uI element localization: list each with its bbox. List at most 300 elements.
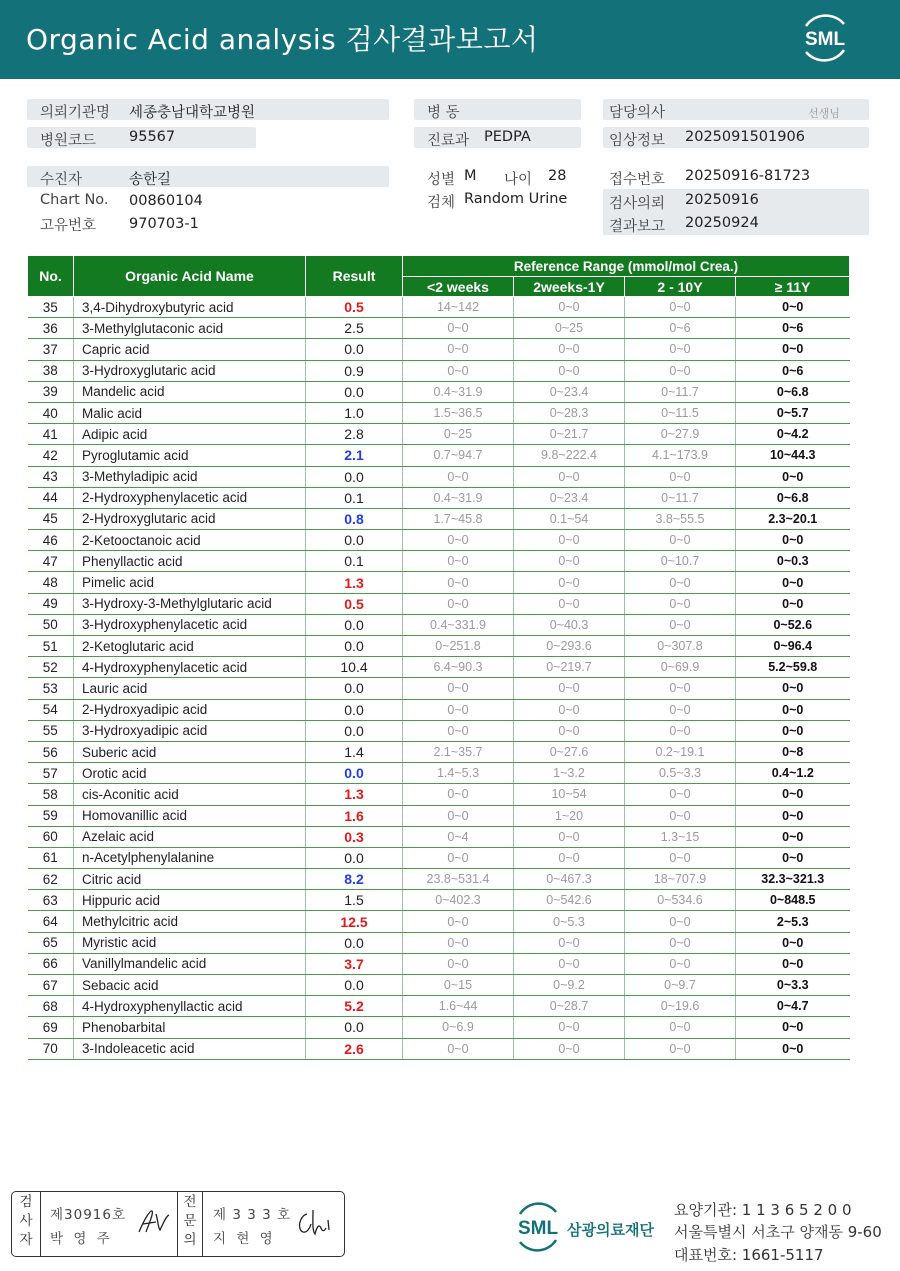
ref-2weeks-1y: 0~0 <box>514 678 625 699</box>
acid-name: Sebacic acid <box>74 975 306 996</box>
acid-name: Suberic acid <box>74 741 306 762</box>
row-number: 61 <box>28 847 74 868</box>
ref-11y-plus: 0~0 <box>736 720 850 741</box>
ref-under-2-weeks: 0~0 <box>403 1038 514 1059</box>
col-header-ref-range: Reference Range (mmol/mol Crea.) <box>403 256 850 277</box>
ref-2weeks-1y: 0~27.6 <box>514 741 625 762</box>
ref-11y-plus: 0~0 <box>736 593 850 614</box>
acid-name: 3,4-Dihydroxybutyric acid <box>74 297 306 318</box>
row-number: 46 <box>28 530 74 551</box>
col-header-11y-plus: ≥ 11Y <box>736 277 850 297</box>
row-number: 42 <box>28 445 74 466</box>
footer-org-name: 삼광의료재단 <box>567 1221 654 1239</box>
result-value: 8.2 <box>306 869 403 890</box>
footer-logo-text: SML <box>517 1218 559 1239</box>
ref-under-2-weeks: 1.6~44 <box>403 996 514 1017</box>
ref-11y-plus: 0~6 <box>736 360 850 381</box>
acid-name: 4-Hydroxyphenylacetic acid <box>74 657 306 678</box>
ref-2-10y: 0~0 <box>625 360 736 381</box>
sign2-number: 제 3 3 3 호 <box>213 1207 292 1223</box>
ref-under-2-weeks: 1.7~45.8 <box>403 508 514 529</box>
row-number: 48 <box>28 572 74 593</box>
ref-2weeks-1y: 10~54 <box>514 784 625 805</box>
ref-2-10y: 0.5~3.3 <box>625 763 736 784</box>
result-value: 0.0 <box>306 466 403 487</box>
ref-under-2-weeks: 0~0 <box>403 593 514 614</box>
acid-name: Citric acid <box>74 869 306 890</box>
ward-label: 병 동 <box>427 105 460 121</box>
row-number: 66 <box>28 953 74 974</box>
ref-11y-plus: 0~0 <box>736 297 850 318</box>
result-value: 10.4 <box>306 657 403 678</box>
table-row <box>28 741 850 762</box>
row-number: 69 <box>28 1017 74 1038</box>
ref-under-2-weeks: 0.4~331.9 <box>403 614 514 635</box>
col-header-no: No. <box>28 256 74 297</box>
row-number: 62 <box>28 869 74 890</box>
table-row <box>28 953 850 974</box>
ref-11y-plus: 0~4.7 <box>736 996 850 1017</box>
row-number: 37 <box>28 339 74 360</box>
ref-11y-plus: 2.3~20.1 <box>736 508 850 529</box>
sex-value: M <box>464 168 477 184</box>
acid-name: Phenobarbital <box>74 1017 306 1038</box>
ref-under-2-weeks: 0~402.3 <box>403 890 514 911</box>
result-value: 0.0 <box>306 636 403 657</box>
table-row <box>28 911 850 932</box>
sign-divider <box>40 1192 41 1256</box>
ref-2weeks-1y: 0~0 <box>514 593 625 614</box>
ref-under-2-weeks: 0~0 <box>403 911 514 932</box>
ref-11y-plus: 0~0 <box>736 784 850 805</box>
result-value: 0.0 <box>306 763 403 784</box>
row-number: 65 <box>28 932 74 953</box>
ref-2weeks-1y: 0~0 <box>514 847 625 868</box>
sex-label: 성별 <box>427 172 456 188</box>
result-value: 2.1 <box>306 445 403 466</box>
ref-2-10y: 0~6 <box>625 318 736 339</box>
table-row <box>28 572 850 593</box>
ref-2weeks-1y: 0~0 <box>514 720 625 741</box>
ref-2weeks-1y: 0~23.4 <box>514 487 625 508</box>
ref-2-10y: 0~0 <box>625 1038 736 1059</box>
table-row <box>28 869 850 890</box>
ref-2weeks-1y: 0~23.4 <box>514 381 625 402</box>
row-number: 36 <box>28 318 74 339</box>
ref-under-2-weeks: 0~25 <box>403 424 514 445</box>
ref-under-2-weeks: 0~0 <box>403 720 514 741</box>
table-row <box>28 657 850 678</box>
table-row <box>28 424 850 445</box>
table-row <box>28 826 850 847</box>
ref-2-10y: 0~0 <box>625 847 736 868</box>
sign2-name: 지 현 영 <box>213 1231 276 1247</box>
ref-under-2-weeks: 23.8~531.4 <box>403 869 514 890</box>
result-value: 0.9 <box>306 360 403 381</box>
ref-under-2-weeks: 0.4~31.9 <box>403 381 514 402</box>
ref-2weeks-1y: 0~467.3 <box>514 869 625 890</box>
ref-2-10y: 0~0 <box>625 699 736 720</box>
result-value: 0.0 <box>306 975 403 996</box>
acid-name: 2-Hydroxyglutaric acid <box>74 508 306 529</box>
row-number: 39 <box>28 381 74 402</box>
row-number: 49 <box>28 593 74 614</box>
sign2-signature <box>295 1206 335 1240</box>
acid-name: Pyroglutamic acid <box>74 445 306 466</box>
ref-under-2-weeks: 0~0 <box>403 699 514 720</box>
ref-2weeks-1y: 0~0 <box>514 530 625 551</box>
acid-name: 2-Ketooctanoic acid <box>74 530 306 551</box>
col-header-under-2-weeks: <2 weeks <box>403 277 514 297</box>
result-value: 1.5 <box>306 890 403 911</box>
signature-box <box>11 1191 345 1257</box>
acid-name: 3-Methylglutaconic acid <box>74 318 306 339</box>
ref-2weeks-1y: 0~0 <box>514 466 625 487</box>
table-row <box>28 763 850 784</box>
result-value: 0.0 <box>306 720 403 741</box>
ref-11y-plus: 0.4~1.2 <box>736 763 850 784</box>
ref-2-10y: 0~11.5 <box>625 402 736 423</box>
ref-under-2-weeks: 0~0 <box>403 572 514 593</box>
ref-11y-plus: 2~5.3 <box>736 911 850 932</box>
ref-under-2-weeks: 0~15 <box>403 975 514 996</box>
receipt-label: 접수번호 <box>609 172 666 188</box>
report-header <box>0 0 900 79</box>
hospital-code-label: 병원코드 <box>40 133 97 149</box>
acid-name: Adipic acid <box>74 424 306 445</box>
specimen-label: 검체 <box>427 195 456 211</box>
result-value: 0.0 <box>306 932 403 953</box>
ref-11y-plus: 0~0 <box>736 1038 850 1059</box>
table-row <box>28 805 850 826</box>
hospital-code-value: 95567 <box>129 129 176 145</box>
ref-2-10y: 1.3~15 <box>625 826 736 847</box>
ref-11y-plus: 0~0 <box>736 678 850 699</box>
table-row <box>28 530 850 551</box>
ref-11y-plus: 0~848.5 <box>736 890 850 911</box>
ref-11y-plus: 0~0 <box>736 953 850 974</box>
ref-11y-plus: 0~0 <box>736 847 850 868</box>
clinical-info-value: 2025091501906 <box>685 129 805 145</box>
ref-11y-plus: 0~0 <box>736 1017 850 1038</box>
ref-2weeks-1y: 9.8~222.4 <box>514 445 625 466</box>
ref-2weeks-1y: 0~28.3 <box>514 402 625 423</box>
acid-name: Lauric acid <box>74 678 306 699</box>
table-row <box>28 508 850 529</box>
table-row <box>28 932 850 953</box>
institution-value: 세종충남대학교병원 <box>129 105 256 121</box>
ref-under-2-weeks: 0.4~31.9 <box>403 487 514 508</box>
row-number: 45 <box>28 508 74 529</box>
ref-under-2-weeks: 0~0 <box>403 678 514 699</box>
result-value: 0.5 <box>306 593 403 614</box>
ref-2-10y: 0~9.7 <box>625 975 736 996</box>
table-row <box>28 636 850 657</box>
table-row <box>28 593 850 614</box>
ref-2-10y: 18~707.9 <box>625 869 736 890</box>
acid-name: Methylcitric acid <box>74 911 306 932</box>
row-number: 44 <box>28 487 74 508</box>
result-value: 0.0 <box>306 530 403 551</box>
logo-text: SML <box>804 29 846 50</box>
result-value: 1.6 <box>306 805 403 826</box>
ref-2weeks-1y: 0~0 <box>514 932 625 953</box>
ref-under-2-weeks: 0~0 <box>403 805 514 826</box>
row-number: 56 <box>28 741 74 762</box>
table-row <box>28 720 850 741</box>
result-value: 0.1 <box>306 551 403 572</box>
results-table <box>27 255 850 1060</box>
clinical-info-label: 임상정보 <box>609 133 666 149</box>
ref-2weeks-1y: 0~28.7 <box>514 996 625 1017</box>
table-row <box>28 487 850 508</box>
ref-11y-plus: 0~0 <box>736 572 850 593</box>
sign1-number: 제30916호 <box>50 1207 127 1223</box>
ref-11y-plus: 0~96.4 <box>736 636 850 657</box>
acid-name: 2-Hydroxyphenylacetic acid <box>74 487 306 508</box>
table-row <box>28 318 850 339</box>
result-value: 1.0 <box>306 402 403 423</box>
ref-2weeks-1y: 0~0 <box>514 360 625 381</box>
ref-2-10y: 0~0 <box>625 297 736 318</box>
age-value: 28 <box>548 168 567 184</box>
result-value: 12.5 <box>306 911 403 932</box>
ref-11y-plus: 0~6.8 <box>736 487 850 508</box>
ref-under-2-weeks: 0~0 <box>403 551 514 572</box>
result-value: 1.3 <box>306 572 403 593</box>
request-label: 검사의뢰 <box>609 196 666 212</box>
table-row <box>28 297 850 318</box>
ref-2-10y: 0~0 <box>625 720 736 741</box>
ref-11y-plus: 0~3.3 <box>736 975 850 996</box>
ref-under-2-weeks: 0~0 <box>403 466 514 487</box>
ref-11y-plus: 0~0 <box>736 466 850 487</box>
ref-2weeks-1y: 0~0 <box>514 572 625 593</box>
ref-11y-plus: 0~0 <box>736 699 850 720</box>
footer-sml-logo <box>512 1198 564 1254</box>
ref-2-10y: 0~0 <box>625 339 736 360</box>
result-value: 2.5 <box>306 318 403 339</box>
ref-11y-plus: 0~0 <box>736 530 850 551</box>
sml-logo <box>796 12 854 64</box>
row-number: 41 <box>28 424 74 445</box>
table-row <box>28 996 850 1017</box>
sign-divider <box>202 1192 203 1256</box>
sign-divider <box>177 1192 178 1256</box>
ref-2weeks-1y: 0~21.7 <box>514 424 625 445</box>
row-number: 40 <box>28 402 74 423</box>
row-number: 68 <box>28 996 74 1017</box>
ref-2weeks-1y: 0.1~54 <box>514 508 625 529</box>
ref-2weeks-1y: 0~0 <box>514 826 625 847</box>
results-body <box>28 297 850 1060</box>
ref-2-10y: 0~0 <box>625 614 736 635</box>
ref-2-10y: 0~0 <box>625 911 736 932</box>
request-value: 20250916 <box>685 192 759 208</box>
ref-under-2-weeks: 0~0 <box>403 784 514 805</box>
patient-label: 수진자 <box>40 172 83 188</box>
ref-under-2-weeks: 0~0 <box>403 339 514 360</box>
age-label: 나이 <box>504 172 533 188</box>
department-label: 진료과 <box>427 133 470 149</box>
ref-2-10y: 0~0 <box>625 932 736 953</box>
acid-name: 3-Hydroxyglutaric acid <box>74 360 306 381</box>
ref-under-2-weeks: 6.4~90.3 <box>403 657 514 678</box>
ref-11y-plus: 10~44.3 <box>736 445 850 466</box>
acid-name: Myristic acid <box>74 932 306 953</box>
ref-2weeks-1y: 0~0 <box>514 1038 625 1059</box>
ref-11y-plus: 0~52.6 <box>736 614 850 635</box>
result-value: 1.3 <box>306 784 403 805</box>
ref-under-2-weeks: 0~0 <box>403 318 514 339</box>
table-row <box>28 1017 850 1038</box>
result-value: 5.2 <box>306 996 403 1017</box>
ref-2weeks-1y: 0~0 <box>514 953 625 974</box>
col-header-result: Result <box>306 256 403 297</box>
acid-name: cis-Aconitic acid <box>74 784 306 805</box>
result-value: 0.0 <box>306 847 403 868</box>
ref-11y-plus: 0~6 <box>736 318 850 339</box>
table-row <box>28 699 850 720</box>
ref-11y-plus: 0~0 <box>736 826 850 847</box>
acid-name: Orotic acid <box>74 763 306 784</box>
ref-11y-plus: 0~6.8 <box>736 381 850 402</box>
ref-2-10y: 0~19.6 <box>625 996 736 1017</box>
table-row <box>28 678 850 699</box>
ref-2weeks-1y: 0~25 <box>514 318 625 339</box>
doctor-label: 담당의사 <box>609 105 666 121</box>
acid-name: 4-Hydroxyphenyllactic acid <box>74 996 306 1017</box>
result-value: 0.0 <box>306 339 403 360</box>
ref-under-2-weeks: 0~6.9 <box>403 1017 514 1038</box>
acid-name: Azelaic acid <box>74 826 306 847</box>
ref-under-2-weeks: 0~0 <box>403 360 514 381</box>
ref-2weeks-1y: 1~20 <box>514 805 625 826</box>
report-value: 20250924 <box>685 215 759 231</box>
ref-under-2-weeks: 0.7~94.7 <box>403 445 514 466</box>
row-number: 35 <box>28 297 74 318</box>
table-row <box>28 890 850 911</box>
ref-2weeks-1y: 0~9.2 <box>514 975 625 996</box>
ref-2-10y: 0~0 <box>625 805 736 826</box>
table-row <box>28 975 850 996</box>
result-value: 0.0 <box>306 381 403 402</box>
sign1-role: 검 사 자 <box>19 1194 33 1248</box>
acid-name: 3-Indoleacetic acid <box>74 1038 306 1059</box>
doctor-suffix: 선생님 <box>808 107 840 120</box>
ref-2-10y: 0~0 <box>625 593 736 614</box>
table-row <box>28 402 850 423</box>
result-value: 0.0 <box>306 678 403 699</box>
acid-name: 3-Hydroxyadipic acid <box>74 720 306 741</box>
ref-11y-plus: 0~8 <box>736 741 850 762</box>
row-number: 51 <box>28 636 74 657</box>
acid-name: 3-Hydroxyphenylacetic acid <box>74 614 306 635</box>
table-row <box>28 551 850 572</box>
ref-2-10y: 0~0 <box>625 572 736 593</box>
ref-2-10y: 0~11.7 <box>625 487 736 508</box>
row-number: 70 <box>28 1038 74 1059</box>
ref-2weeks-1y: 0~40.3 <box>514 614 625 635</box>
acid-name: 3-Methyladipic acid <box>74 466 306 487</box>
row-number: 43 <box>28 466 74 487</box>
result-value: 3.7 <box>306 953 403 974</box>
acid-name: Hippuric acid <box>74 890 306 911</box>
ref-2weeks-1y: 0~293.6 <box>514 636 625 657</box>
ref-2-10y: 0~0 <box>625 1017 736 1038</box>
result-value: 0.0 <box>306 699 403 720</box>
acid-name: Capric acid <box>74 339 306 360</box>
ref-11y-plus: 0~0 <box>736 339 850 360</box>
ref-2weeks-1y: 0~0 <box>514 339 625 360</box>
result-value: 0.5 <box>306 297 403 318</box>
table-row <box>28 784 850 805</box>
acid-name: Homovanillic acid <box>74 805 306 826</box>
result-value: 0.1 <box>306 487 403 508</box>
acid-name: 2-Ketoglutaric acid <box>74 636 306 657</box>
table-row <box>28 339 850 360</box>
row-number: 57 <box>28 763 74 784</box>
ref-under-2-weeks: 0~4 <box>403 826 514 847</box>
row-number: 63 <box>28 890 74 911</box>
result-value: 0.0 <box>306 614 403 635</box>
row-number: 38 <box>28 360 74 381</box>
chart-value: 00860104 <box>129 193 203 209</box>
row-number: 58 <box>28 784 74 805</box>
ref-under-2-weeks: 0~0 <box>403 530 514 551</box>
ref-under-2-weeks: 0~0 <box>403 953 514 974</box>
row-number: 60 <box>28 826 74 847</box>
result-value: 0.0 <box>306 1017 403 1038</box>
ref-2-10y: 0~0 <box>625 953 736 974</box>
report-title: Organic Acid analysis 검사결과보고서 <box>26 23 539 56</box>
col-header-2-10y: 2 - 10Y <box>625 277 736 297</box>
acid-name: 3-Hydroxy-3-Methylglutaric acid <box>74 593 306 614</box>
unique-label: 고유번호 <box>40 218 97 234</box>
table-row <box>28 614 850 635</box>
receipt-value: 20250916-81723 <box>685 168 811 184</box>
sign1-signature <box>136 1206 172 1238</box>
ref-2-10y: 0~534.6 <box>625 890 736 911</box>
row-number: 54 <box>28 699 74 720</box>
result-value: 0.3 <box>306 826 403 847</box>
unique-value: 970703-1 <box>129 216 199 232</box>
row-number: 59 <box>28 805 74 826</box>
ref-2-10y: 0~0 <box>625 678 736 699</box>
ref-2-10y: 0~0 <box>625 466 736 487</box>
ref-under-2-weeks: 1.4~5.3 <box>403 763 514 784</box>
department-value: PEDPA <box>484 129 531 145</box>
ref-2weeks-1y: 1~3.2 <box>514 763 625 784</box>
row-number: 67 <box>28 975 74 996</box>
result-value: 2.8 <box>306 424 403 445</box>
table-row <box>28 445 850 466</box>
ref-2weeks-1y: 0~5.3 <box>514 911 625 932</box>
sign2-role: 전 문 의 <box>183 1194 197 1248</box>
row-number: 64 <box>28 911 74 932</box>
ref-2-10y: 0~307.8 <box>625 636 736 657</box>
acid-name: Mandelic acid <box>74 381 306 402</box>
footer-phone: 대표번호: 1661-5117 <box>674 1246 824 1264</box>
col-header-name: Organic Acid Name <box>74 256 306 297</box>
ref-under-2-weeks: 0~0 <box>403 932 514 953</box>
ref-11y-plus: 5.2~59.8 <box>736 657 850 678</box>
row-number: 55 <box>28 720 74 741</box>
table-row <box>28 466 850 487</box>
ref-2weeks-1y: 0~0 <box>514 297 625 318</box>
ref-11y-plus: 0~0 <box>736 805 850 826</box>
ref-2-10y: 0.2~19.1 <box>625 741 736 762</box>
